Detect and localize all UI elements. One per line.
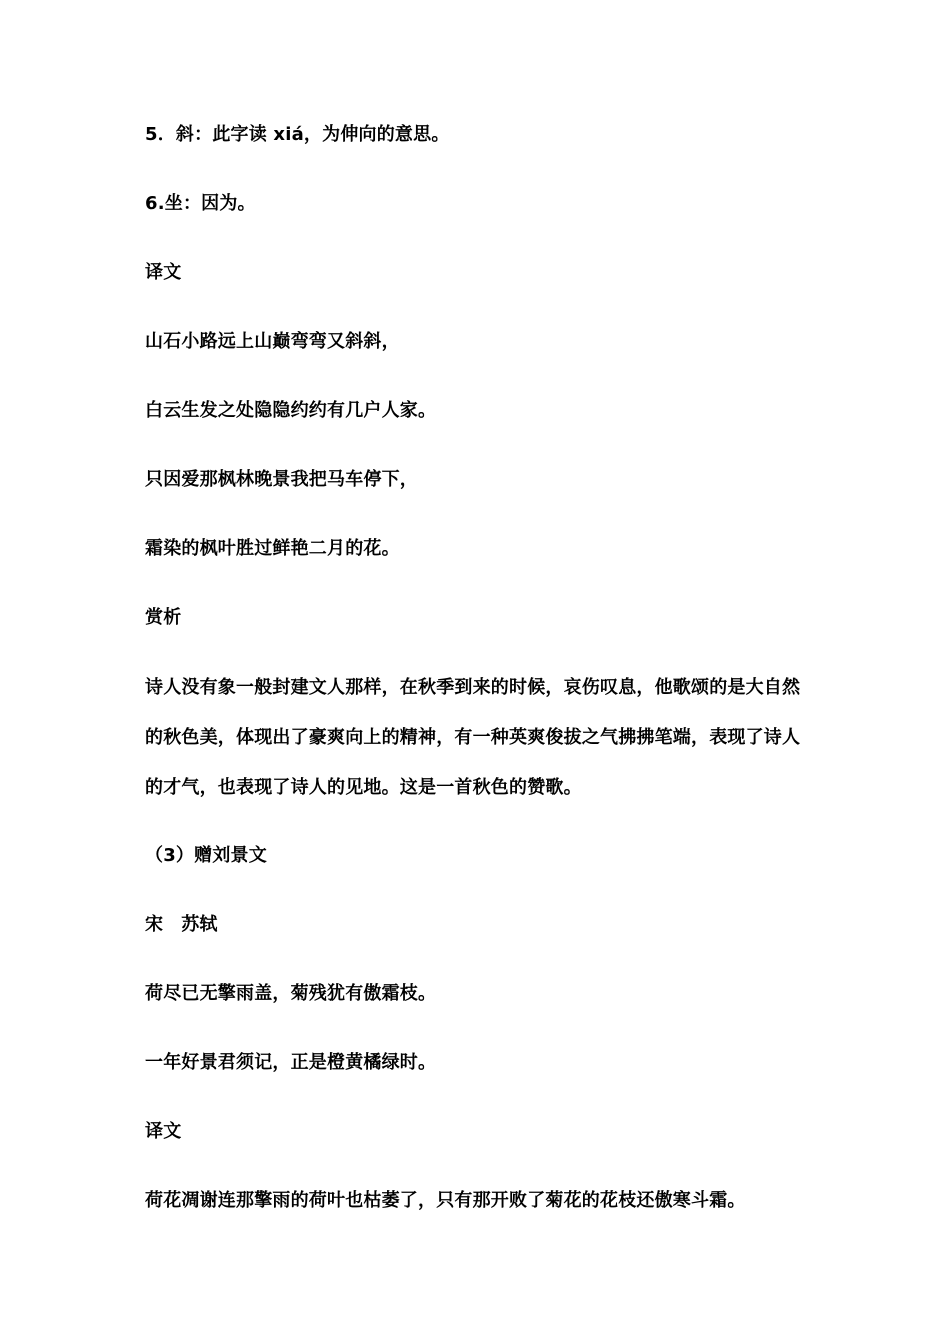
- poem-line: 一年好景君须记，正是橙黄橘绿时。: [145, 1052, 437, 1073]
- poem-line: 荷尽已无擎雨盖，菊残犹有傲霜枝。: [145, 983, 437, 1004]
- poem-author: 苏轼: [181, 914, 218, 935]
- note-5: 5．斜：此字读 xiá，为伸向的意思。: [145, 124, 450, 145]
- appreciation-paragraph: 诗人没有象一般封建文人那样，在秋季到来的时候，哀伤叹息，他歌颂的是大自然的秋色美，体现出了豪爽向上的精神，有一种英爽俊拔之气拂拂笔端，表现了诗人的才气，也表现了诗人的见地。这是一首秋色的赞歌。: [145, 677, 801, 798]
- translation-line: 只因爱那枫林晚景我把马车停下，: [145, 469, 418, 490]
- translation-2-line: 荷花凋谢连那擎雨的荷叶也枯萎了，只有那开败了菊花的花枝还傲寒斗霜。: [145, 1190, 746, 1211]
- translation-line: 霜染的枫叶胜过鲜艳二月的花。: [145, 538, 400, 559]
- translation-heading: 译文: [145, 262, 182, 283]
- poem-byline: [145, 913, 825, 937]
- translation-heading-2: 译文: [145, 1121, 182, 1142]
- appreciation-heading: 赏析: [145, 607, 182, 628]
- note-6: 6.坐：因为。: [145, 193, 256, 214]
- poem-title: （3）赠刘景文: [145, 845, 267, 866]
- translation-line: 山石小路远上山巅弯弯又斜斜，: [145, 331, 400, 352]
- translation-line: 白云生发之处隐隐约约有几户人家。: [145, 400, 437, 421]
- poem-dynasty: 宋: [145, 914, 164, 935]
